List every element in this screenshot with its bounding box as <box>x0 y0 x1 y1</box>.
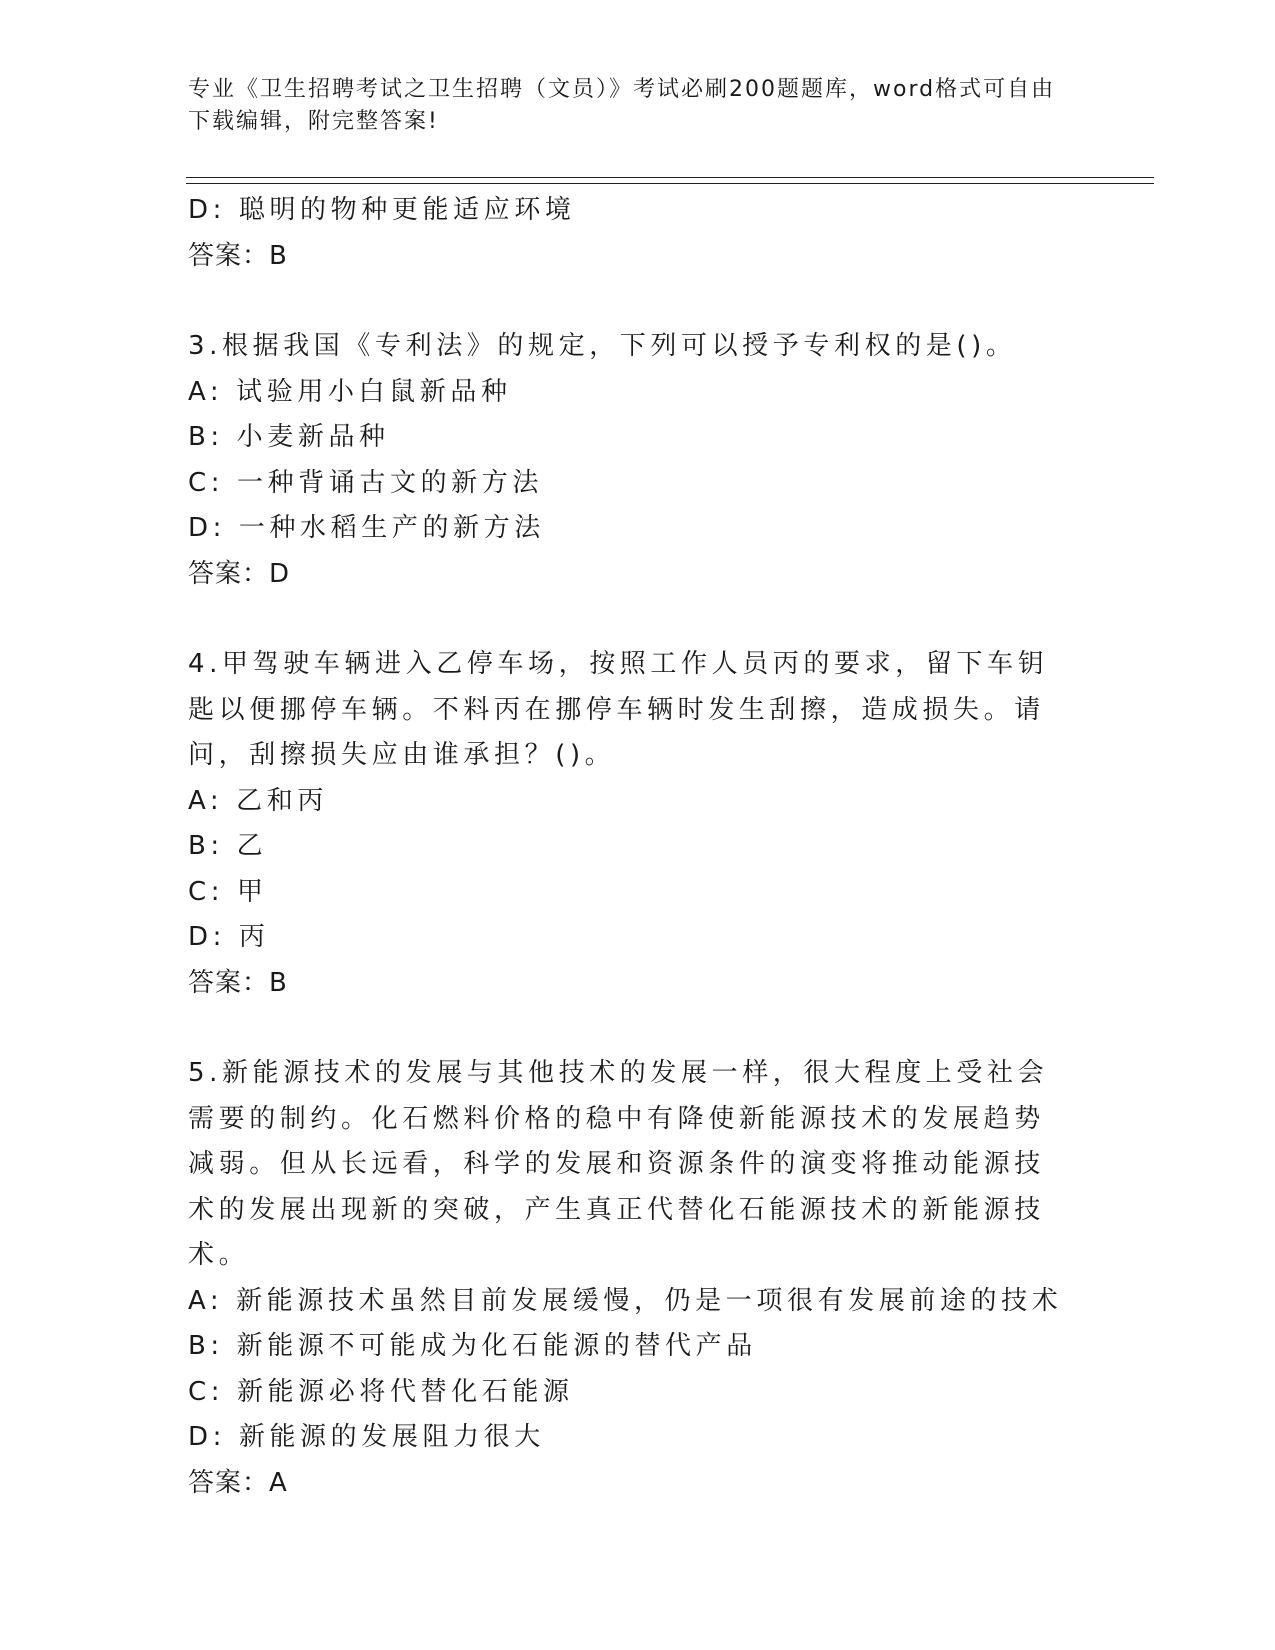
question-text: 4.甲驾驶车辆进入乙停车场，按照工作人员丙的要求，留下车钥匙以便挪停车辆。不料丙在挪停车辆时发生刮擦，造成损失。请问，刮擦损失应由谁承担？()。 <box>188 649 1049 770</box>
document-header: 专业《卫生招聘考试之卫生招聘（文员）》考试必刷200题题库，word格式可自由下载编辑，附完整答案! <box>188 77 1056 134</box>
question-5 <box>188 1051 1068 1506</box>
option-a: A: 试验用小白鼠新品种 <box>188 376 512 407</box>
option-c: C: 甲 <box>188 876 268 907</box>
answer-line: 答案：A <box>188 1467 288 1498</box>
option-c: C: 新能源必将代替化石能源 <box>188 1376 574 1407</box>
previous-question-tail <box>188 188 1068 279</box>
header-rule-top <box>186 177 1154 178</box>
option-b: B: 新能源不可能成为化石能源的替代产品 <box>188 1331 757 1361</box>
option-c: C: 一种背诵古文的新方法 <box>188 467 543 498</box>
option-d: D: 丙 <box>188 922 270 952</box>
answer-line: 答案：D <box>188 558 291 589</box>
question-list <box>188 188 1068 1506</box>
option-b: B: 乙 <box>188 831 268 861</box>
option-a: A: 新能源技术虽然目前发展缓慢，仍是一项很有发展前途的技术 <box>188 1285 1063 1316</box>
option-b: B: 小麦新品种 <box>188 422 390 452</box>
question-text: 5.新能源技术的发展与其他技术的发展一样，很大程度上受社会需要的制约。化石燃料价格的稳中有降使新能源技术的发展趋势减弱。但从长远看，科学的发展和资源条件的演变将推动能源技术的发展出现新的突破，产生真正代替化石能源技术的新能源技术。 <box>188 1058 1049 1270</box>
question-4 <box>188 642 1068 1006</box>
option-d: D: 聪明的物种更能适应环境 <box>188 195 576 225</box>
answer-line: 答案：B <box>188 967 288 998</box>
question-3 <box>188 324 1068 597</box>
option-d: D: 新能源的发展阻力很大 <box>188 1422 545 1452</box>
answer-line: 答案：B <box>188 240 288 271</box>
option-a: A: 乙和丙 <box>188 785 328 816</box>
header-rule-bottom <box>186 183 1154 184</box>
question-text: 3.根据我国《专利法》的规定，下列可以授予专利权的是()。 <box>188 331 1017 361</box>
option-d: D: 一种水稻生产的新方法 <box>188 513 545 543</box>
